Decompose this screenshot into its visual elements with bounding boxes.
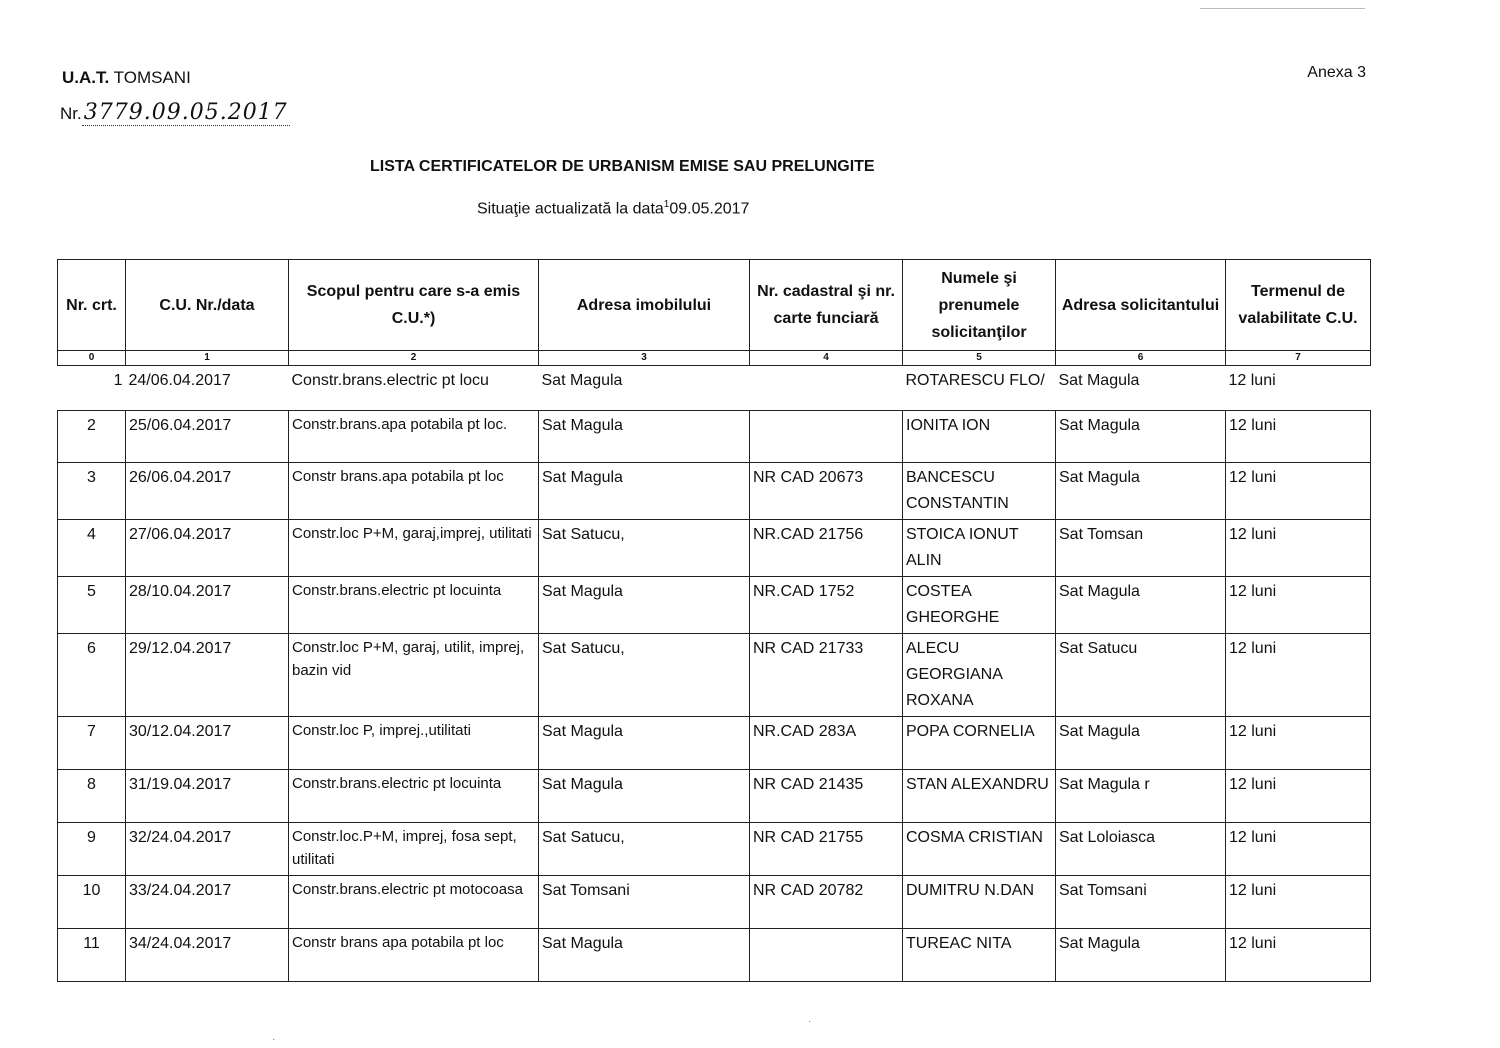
cell-applicant: TUREAC NITA (903, 929, 1056, 982)
header-row (58, 260, 1371, 351)
cell-validity: 12 luni (1226, 463, 1371, 520)
cell-applicant-address: Sat Magula (1056, 366, 1226, 411)
cell-nr: 5 (58, 577, 126, 634)
cell-applicant: ALECU GEORGIANA ROXANA (903, 634, 1056, 717)
table-row (58, 634, 1371, 717)
scan-speck: · (808, 1016, 812, 1027)
col-header-nr: Nr. crt. (58, 260, 126, 351)
column-index: 7 (1226, 351, 1371, 366)
col-header-cu: C.U. Nr./data (126, 260, 289, 351)
cell-cu: 30/12.04.2017 (126, 717, 289, 770)
cell-applicant-address: Sat Satucu (1056, 634, 1226, 717)
cell-cu: 28/10.04.2017 (126, 577, 289, 634)
cell-property-address: Sat Satucu, (539, 823, 750, 876)
cell-applicant-address: Sat Magula r (1056, 770, 1226, 823)
cell-property-address: Sat Magula (539, 366, 750, 411)
col-header-applicant-address: Adresa solicitantului (1056, 260, 1226, 351)
column-index: 4 (750, 351, 903, 366)
nr-label: Nr. (60, 104, 82, 123)
table-row (58, 770, 1371, 823)
table-row (58, 823, 1371, 876)
col-header-applicant-names: Numele şi prenumele solicitanţilor (903, 260, 1056, 351)
col-header-cadastral: Nr. cadastral şi nr. carte funciară (750, 260, 903, 351)
column-index: 3 (539, 351, 750, 366)
cell-purpose: Constr.brans.electric pt locuinta (289, 577, 539, 634)
cell-validity: 12 luni (1226, 366, 1371, 411)
cell-purpose: Constr.loc P, imprej.,utilitati (289, 717, 539, 770)
cell-applicant-address: Sat Magula (1056, 577, 1226, 634)
cell-nr: 10 (58, 876, 126, 929)
cell-purpose: Constr.brans.electric pt motocoasa (289, 876, 539, 929)
cell-applicant-address: Sat Loloiasca (1056, 823, 1226, 876)
cell-validity: 12 luni (1226, 717, 1371, 770)
table-row (58, 411, 1371, 463)
cell-cu: 34/24.04.2017 (126, 929, 289, 982)
cell-nr: 2 (58, 411, 126, 463)
subtitle-date: 09.05.2017 (669, 200, 750, 218)
subtitle-prefix: Situaţie actualizată la data (477, 200, 664, 218)
cell-property-address: Sat Magula (539, 411, 750, 463)
cell-property-address: Sat Magula (539, 463, 750, 520)
cell-applicant-address: Sat Tomsani (1056, 876, 1226, 929)
cell-cadastral: NR CAD 21435 (750, 770, 903, 823)
cell-applicant-address: Sat Magula (1056, 411, 1226, 463)
nr-value-handwritten: 3779.09.05.2017 (83, 100, 288, 125)
cell-purpose: Constr brans.apa potabila pt loc (289, 463, 539, 520)
column-index: 0 (58, 351, 126, 366)
cell-cadastral: NR CAD 20782 (750, 876, 903, 929)
cell-nr: 4 (58, 520, 126, 577)
cell-nr: 8 (58, 770, 126, 823)
cell-validity: 12 luni (1226, 520, 1371, 577)
cell-validity: 12 luni (1226, 577, 1371, 634)
cell-cadastral: NR.CAD 21756 (750, 520, 903, 577)
cell-cadastral (750, 929, 903, 982)
cell-purpose: Constr.loc P+M, garaj,imprej, utilitati (289, 520, 539, 577)
cell-applicant: COSMA CRISTIAN (903, 823, 1056, 876)
cell-validity: 12 luni (1226, 929, 1371, 982)
cell-validity: 12 luni (1226, 634, 1371, 717)
col-header-validity: Termenul de valabilitate C.U. (1226, 260, 1371, 351)
cell-applicant: COSTEA GHEORGHE (903, 577, 1056, 634)
document-title: LISTA CERTIFICATELOR DE URBANISM EMISE SAU PRELUNGITE (370, 158, 875, 175)
registration-number (60, 100, 290, 125)
uat-label (62, 68, 191, 88)
footnote-marker: 1 (663, 199, 670, 210)
cell-property-address: Sat Magula (539, 770, 750, 823)
cell-purpose: Constr.brans.apa potabila pt loc. (289, 411, 539, 463)
cell-purpose: Constr.brans.electric pt locu (289, 366, 539, 411)
table-row (58, 577, 1371, 634)
cell-cadastral: NR CAD 20673 (750, 463, 903, 520)
column-index: 6 (1056, 351, 1226, 366)
cell-applicant: STAN ALEXANDRU (903, 770, 1056, 823)
table-row (58, 876, 1371, 929)
cell-validity: 12 luni (1226, 411, 1371, 463)
document-subtitle (477, 199, 749, 218)
cell-cadastral: NR CAD 21733 (750, 634, 903, 717)
scan-artifact-line (1200, 8, 1365, 9)
table-row (58, 463, 1371, 520)
cell-purpose: Constr.brans.electric pt locuinta (289, 770, 539, 823)
annex-label: Anexa 3 (1307, 64, 1366, 81)
table-row (58, 520, 1371, 577)
cell-property-address: Sat Magula (539, 929, 750, 982)
column-index: 2 (289, 351, 539, 366)
col-header-purpose: Scopul pentru care s-a emis C.U.*) (289, 260, 539, 351)
cell-applicant: IONITA ION (903, 411, 1056, 463)
column-index: 5 (903, 351, 1056, 366)
cell-cu: 32/24.04.2017 (126, 823, 289, 876)
scan-speck: · (272, 1034, 276, 1045)
cell-cadastral (750, 411, 903, 463)
cell-cadastral (750, 366, 903, 411)
cell-cu: 25/06.04.2017 (126, 411, 289, 463)
cell-cu: 27/06.04.2017 (126, 520, 289, 577)
cell-cu: 26/06.04.2017 (126, 463, 289, 520)
uat-name: TOMSANI (113, 68, 191, 87)
cell-cu: 33/24.04.2017 (126, 876, 289, 929)
cell-applicant-address: Sat Magula (1056, 463, 1226, 520)
cell-cu: 29/12.04.2017 (126, 634, 289, 717)
cell-validity: 12 luni (1226, 770, 1371, 823)
cell-nr: 7 (58, 717, 126, 770)
cell-property-address: Sat Magula (539, 577, 750, 634)
col-header-property-address: Adresa imobilului (539, 260, 750, 351)
cell-cadastral: NR.CAD 1752 (750, 577, 903, 634)
cell-applicant: BANCESCU CONSTANTIN (903, 463, 1056, 520)
cell-cu: 24/06.04.2017 (126, 366, 289, 411)
cell-nr: 6 (58, 634, 126, 717)
cell-validity: 12 luni (1226, 876, 1371, 929)
cell-applicant: STOICA IONUT ALIN (903, 520, 1056, 577)
cell-validity: 12 luni (1226, 823, 1371, 876)
cell-property-address: Sat Satucu, (539, 634, 750, 717)
cell-purpose: Constr.loc.P+M, imprej, fosa sept, utilitati (289, 823, 539, 876)
cell-cadastral: NR.CAD 283A (750, 717, 903, 770)
column-index-row (58, 351, 1371, 366)
cell-nr: 11 (58, 929, 126, 982)
certificates-table (57, 259, 1371, 982)
table-row (58, 929, 1371, 982)
cell-purpose: Constr.loc P+M, garaj, utilit, imprej, bazin vid (289, 634, 539, 717)
cell-applicant-address: Sat Tomsan (1056, 520, 1226, 577)
cell-property-address: Sat Tomsani (539, 876, 750, 929)
cell-cadastral: NR CAD 21755 (750, 823, 903, 876)
cell-cu: 31/19.04.2017 (126, 770, 289, 823)
cell-applicant: POPA CORNELIA (903, 717, 1056, 770)
cell-purpose: Constr brans apa potabila pt loc (289, 929, 539, 982)
cell-nr: 1 (58, 366, 126, 411)
cell-applicant-address: Sat Magula (1056, 717, 1226, 770)
cell-applicant: ROTARESCU FLO/ (903, 366, 1056, 411)
column-index: 1 (126, 351, 289, 366)
cell-property-address: Sat Satucu, (539, 520, 750, 577)
cell-nr: 9 (58, 823, 126, 876)
table-row (58, 717, 1371, 770)
cell-property-address: Sat Magula (539, 717, 750, 770)
table-row (58, 366, 1371, 411)
cell-applicant: DUMITRU N.DAN (903, 876, 1056, 929)
uat-prefix: U.A.T. (62, 68, 110, 87)
cell-nr: 3 (58, 463, 126, 520)
cell-applicant-address: Sat Magula (1056, 929, 1226, 982)
